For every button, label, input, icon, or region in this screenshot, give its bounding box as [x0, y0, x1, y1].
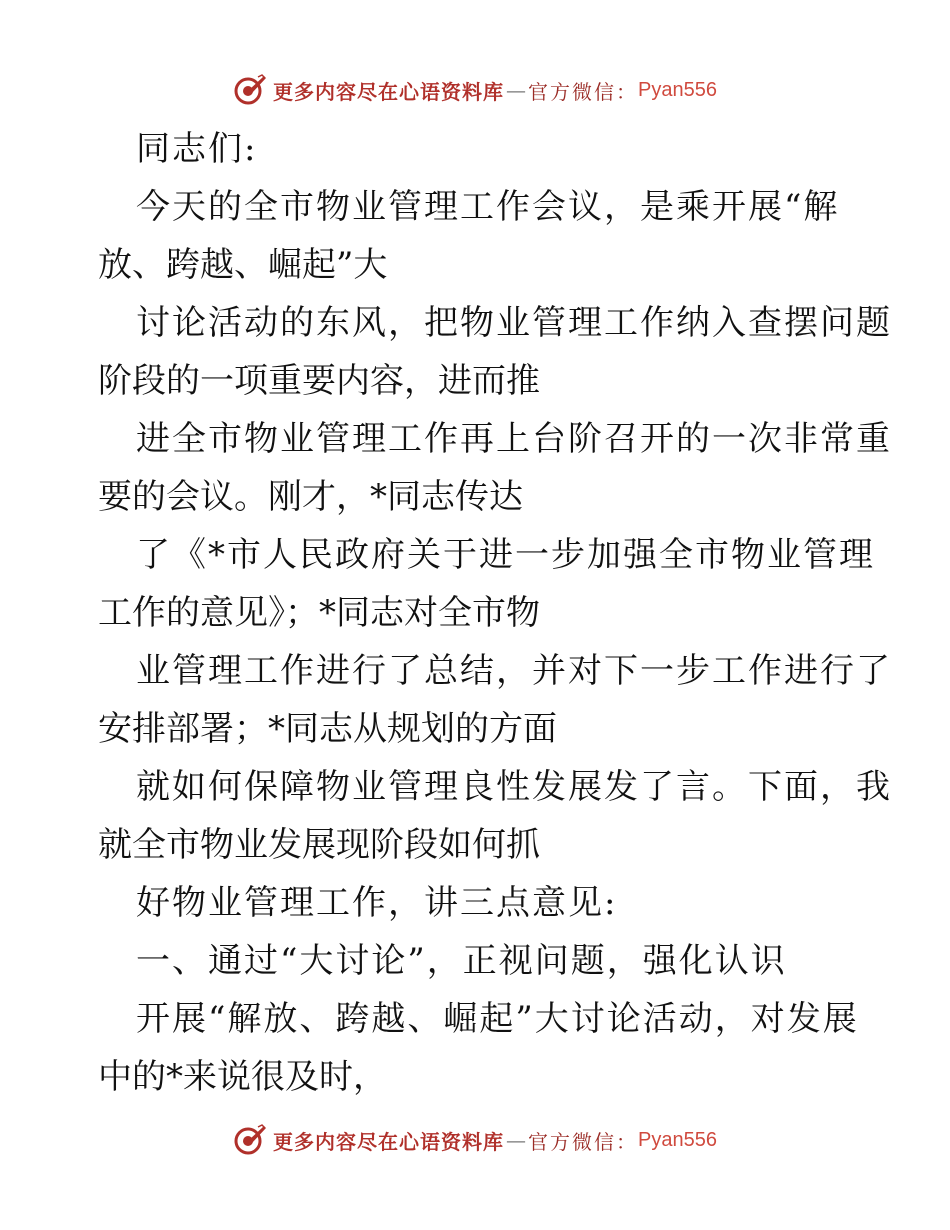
- paragraph-line: 好物业管理工作，讲三点意见:: [136, 883, 618, 923]
- paragraph-line: 开展“解放、跨越、崛起”大讨论活动，对发展: [136, 999, 859, 1039]
- watermark-wechat-id: Pyan556: [638, 78, 717, 101]
- header-watermark: [0, 70, 950, 110]
- paragraph-line: 业管理工作进行了总结，并对下一步工作进行了: [136, 651, 892, 691]
- paragraph-line: 就如何保障物业管理良性发展发了言。下面，我: [136, 767, 892, 807]
- paragraph-line: 进全市物业管理工作再上台阶召开的一次非常重: [136, 419, 892, 459]
- watermark-brand: 更多内容尽在心语资料库: [273, 1129, 505, 1154]
- salutation: 同志们:: [136, 129, 258, 169]
- paragraph-line: 放、跨越、崛起”大: [98, 245, 388, 285]
- watermark-brand: 更多内容尽在心语资料库: [273, 79, 505, 104]
- paragraph-line: 阶段的一项重要内容，进而推: [98, 361, 540, 401]
- paragraph-line: 中的*来说很及时，: [98, 1057, 387, 1097]
- watermark-wechat-label: 官方微信：: [528, 79, 639, 104]
- paragraph-line: 安排部署；*同志从规划的方面: [98, 709, 557, 749]
- watermark-wechat-label: 官方微信：: [528, 1129, 639, 1154]
- paragraph-line: 就全市物业发展现阶段如何抓: [98, 825, 540, 865]
- paragraph-line: 讨论活动的东风，把物业管理工作纳入查摆问题: [136, 303, 892, 343]
- pen-logo-icon: [233, 1123, 267, 1157]
- paragraph-line: 工作的意见》；*同志对全市物: [98, 593, 540, 633]
- section-heading: 一、通过“大讨论”，正视问题，强化认识: [136, 941, 787, 981]
- document-body: [98, 120, 892, 1106]
- watermark-separator: —: [506, 78, 527, 102]
- paragraph-line: 要的会议。刚才，*同志传达: [98, 477, 523, 517]
- pen-logo-icon: [233, 73, 267, 107]
- watermark-wechat-id: Pyan556: [638, 1128, 717, 1151]
- paragraph-line: 了《*市人民政府关于进一步加强全市物业管理: [136, 535, 875, 575]
- watermark-separator: —: [506, 1128, 527, 1152]
- footer-watermark: [0, 1120, 950, 1160]
- paragraph-line: 今天的全市物业管理工作会议，是乘开展“解: [136, 187, 840, 227]
